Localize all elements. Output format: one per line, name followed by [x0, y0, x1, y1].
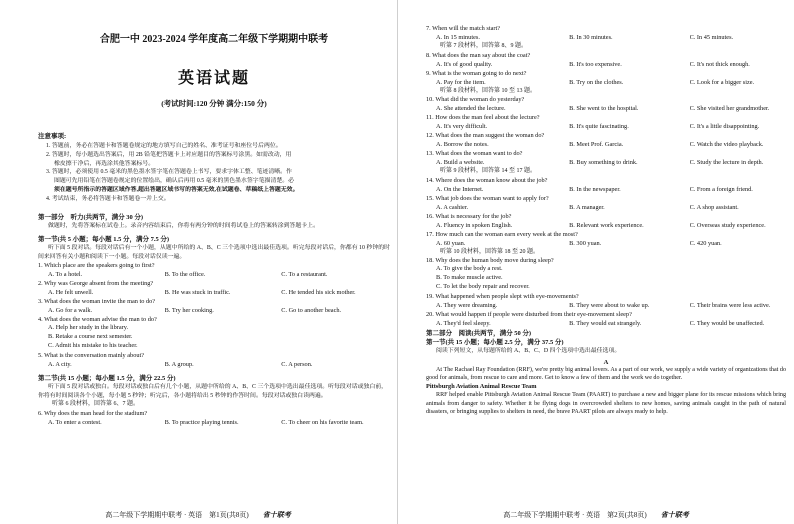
option-b: B. Try her cooking. [164, 307, 214, 315]
question-text: 9. What is the woman going to do next? [426, 69, 527, 77]
question-1 [38, 261, 390, 279]
option-c: C. In 45 minutes. [689, 34, 734, 41]
question-19 [426, 292, 786, 310]
option-a: A. Help her study in the library. [48, 324, 129, 332]
option-a: A. To enter a contest. [48, 418, 102, 426]
option-b: B. They were about to wake up. [569, 302, 650, 310]
question-15 [426, 194, 786, 212]
note-item: 2. 答题时，每小题选出答案后，用 2B 铅笔把答题卡上对应题目的答案标号涂黑。如需改动，用 [46, 151, 292, 158]
option-c: C. Study the lecture in depth. [689, 159, 764, 167]
part1-heading: 第一部分 听力(共两节，满分 30 分) [38, 213, 144, 221]
option-c: C. Go to another beach. [281, 307, 342, 315]
option-c: C. He tended his sick mother. [281, 289, 356, 297]
listening-hint: 听第 8 段材料，回答第 10 至 13 题。 [440, 87, 537, 94]
option-a: A. She attended the lecture. [436, 105, 506, 113]
question-12 [426, 131, 786, 149]
question-3 [38, 297, 390, 315]
question-10 [426, 95, 786, 113]
option-b: B. To practice playing tennis. [164, 418, 239, 426]
option-b: B. It's quite fascinating. [569, 123, 629, 131]
option-a: A. In 15 minutes. [436, 34, 480, 41]
question-text: 17. How much can the woman earn every week at the most? [426, 230, 578, 238]
option-b: B. They would eat strangely. [569, 320, 642, 328]
question-text: 13. What does the woman want to do? [426, 150, 523, 158]
option-b: B. 300 yuan. [569, 239, 602, 247]
option-c: C. To a restaurant. [281, 271, 328, 279]
note-item: 须在题号所指示的答题区域作答,超出答题区域书写的答案无效,在试题卷、草稿纸上答题无效。 [54, 186, 299, 193]
option-a: A. Build a website. [436, 159, 485, 167]
question-text: 8. What does the man say about the coat? [426, 51, 531, 59]
section1-intro: 听下面 5 段对话。每段对话后有一个小题，从题中所给的 A、B、C 三个选项中选出最佳选项。听完每段对话后，你都有 10 秒钟的时间来回答有关小题和阅读下一小题。每段对话仅读一遍。 [38, 245, 390, 260]
option-b: B. In 30 minutes. [569, 34, 613, 41]
option-b: B. It's too expensive. [569, 60, 622, 68]
section1-heading: 第一节(共 5 小题；每小题 1.5 分，满分 7.5 分) [38, 236, 170, 244]
footer-text: 高二年级下学期期中联考 · 英语 第1页(共8页) [105, 511, 249, 519]
notes-list [38, 142, 390, 204]
footer-text: 高二年级下学期期中联考 · 英语 第2页(共8页) [503, 511, 647, 519]
question-text: 14. Where does the woman know about the job? [426, 176, 548, 184]
passage-paragraph: RRF helped enable Pittsburgh Aviation Animal Rescue Team (PAART) to purchase a new and bigger plane for its rescue missions which bring animals from danger to safety. Whether it be flying dogs in overcrowded shelters to new homes, saving animals caught in the path of natural disasters, or bringing supplies to shelters in need, the brave PAART pilots are always ready to help. [426, 392, 786, 415]
question-text: 10. What did the woman do yesterday? [426, 96, 525, 104]
exam-subtitle: (考试时间:120 分钟 满分:150 分) [161, 99, 267, 108]
option-b: B. Relevant work experience. [569, 221, 644, 229]
question-text: 15. What job does the woman want to apply for? [426, 194, 549, 202]
question-20 [426, 310, 786, 328]
question-text: 7. When will the match start? [426, 25, 501, 32]
listening-hint: 听第 10 段材料，回答第 18 至 20 题。 [440, 248, 540, 255]
option-a: A. A cashier. [436, 203, 469, 211]
passage-subheading: Pittsburgh Aviation Animal Rescue Team [426, 382, 537, 390]
footer-stamp: 省十联考 [660, 510, 689, 519]
option-b: B. A group. [164, 361, 194, 369]
option-a: A. A city. [48, 361, 72, 369]
reading-section1-intro: 阅读下列短文，从每题所给的 A、B、C、D 四个选项中选出最佳选项。 [436, 348, 621, 355]
option-c: C. From a foreign friend. [689, 185, 753, 193]
option-a: A. Borrow the notes. [436, 141, 489, 149]
option-a: A. On the Internet. [436, 185, 484, 193]
question-text: 3. What does the woman invite the man to do? [38, 298, 156, 306]
footer-stamp: 省十联考 [262, 510, 291, 519]
option-a: A. They were dreaming. [436, 302, 498, 310]
option-a: A. 60 yuan. [436, 239, 466, 247]
option-c: C. A shop assistant. [689, 203, 739, 211]
section2-heading: 第二节(共 15 小题；每小题 1.5 分，满分 22.5 分) [38, 375, 176, 383]
part2-heading: 第二部分 阅读(共两节，满分 50 分) [426, 330, 532, 338]
note-item: 橡皮擦干净后，再选涂其他答案标号。 [54, 160, 155, 167]
page-footer [398, 510, 794, 520]
option-a: A. Go for a walk. [48, 307, 93, 315]
exam-page-2 [398, 0, 794, 524]
question-text: 16. What is necessary for the job? [426, 212, 512, 220]
option-c: C. It's a little disappointing. [689, 123, 760, 131]
exam-page-1 [0, 0, 396, 524]
question-5 [38, 351, 390, 369]
option-c: C. They would be unaffected. [689, 320, 765, 328]
option-c: C. Their brains were less active. [689, 302, 771, 310]
question-6 [38, 409, 390, 427]
passage-label: A [603, 358, 609, 366]
page-footer [0, 510, 396, 520]
question-17 [426, 230, 786, 248]
question-text: 6. Why does the man head for the stadium? [38, 409, 148, 417]
question-8 [426, 51, 786, 69]
part1-intro: 做题时，先将答案标在试卷上。录音内容结束后，你将有两分钟的时间将试卷上的答案转涂到答题卡上。 [48, 222, 319, 229]
question-16 [426, 212, 786, 230]
option-b: B. Buy something to drink. [569, 159, 638, 167]
option-a: A. Pay for the item. [436, 78, 486, 86]
notes-heading: 注意事项: [38, 133, 67, 140]
note-item: 3. 答题时，必须使用 0.5 毫米的黑色墨水签字笔在答题卷上书写，要求字体工整、笔迹清晰。作 [46, 169, 292, 176]
option-c: C. 420 yuan. [689, 239, 722, 247]
listening-hint: 听第 6 段材料，回答第 6、7 题。 [52, 401, 140, 408]
question-14 [426, 176, 786, 194]
question-text: 5. What is the conversation mainly about? [38, 352, 145, 360]
question-text: 19. What happened when people slept with eye-movements? [426, 293, 579, 301]
question-4 [38, 315, 390, 351]
option-a: A. To a hotel. [48, 271, 83, 279]
question-11 [426, 113, 786, 131]
question-9 [426, 69, 786, 87]
note-item: 1. 答题前，务必在答题卡和答题卷规定的地方填写自己的姓名、准考证号和座位号后两位。 [46, 143, 282, 149]
exam-title: 英语试题 [177, 70, 250, 87]
question-text: 1. Which place are the speakers going to first? [38, 262, 155, 270]
option-a: A. It's very difficult. [436, 123, 488, 131]
option-b: B. She went to the hospital. [569, 105, 639, 113]
question-text: 20. What would happen if people were disturbed from their eye-movement sleep? [426, 311, 632, 319]
option-b: B. To the office. [164, 271, 206, 279]
option-a: A. He felt unwell. [48, 289, 94, 297]
option-b: B. He was stuck in traffic. [164, 289, 231, 297]
reading-section1-heading: 第一节(共 15 小题；每小题 2.5 分，满分 37.5 分) [426, 339, 564, 347]
option-b: B. To make muscle active. [436, 274, 503, 282]
section2-intro: 听下面 5 段对话或独白。每段对话或独白后有几个小题，从题中所给的 A、B、C 三个选项中选出最佳选项。听每段对话或独白前，你将有时间阅读各个小题，每小题 5 秒钟；听完后，各小题将给出 5 秒钟的作答时间。每段对话或独白读两遍。 [38, 384, 388, 399]
option-b: B. In the newspaper. [569, 185, 621, 193]
option-b: B. Meet Prof. Garcia. [569, 141, 624, 149]
option-c: C. Watch the video playback. [689, 141, 764, 149]
listening-hint: 听第 7 段材料，回答第 8、9 题。 [440, 43, 528, 49]
exam-header: 合肥一中 2023-2024 学年度高二年级下学期期中联考 [99, 34, 329, 45]
option-c: C. A person. [281, 361, 313, 369]
question-text: 2. Why was George absent from the meeting? [38, 280, 154, 288]
option-b: B. A manager. [569, 203, 605, 211]
option-c: C. It's not thick enough. [689, 60, 750, 68]
question-text: 4. What does the woman advise the man to do? [38, 316, 157, 324]
option-c: C. Admit his mistake to his teacher. [48, 342, 138, 350]
option-c: C. To cheer on his favorite team. [281, 418, 364, 426]
option-c: C. Look for a bigger size. [689, 78, 755, 86]
listening-hint: 听第 9 段材料，回答第 14 至 17 题。 [440, 168, 537, 175]
option-c: C. She visited her grandmother. [689, 105, 770, 113]
question-text: 11. How does the man feel about the lecture? [426, 114, 540, 122]
question-text: 12. What does the man suggest the woman do? [426, 132, 545, 140]
question-text: 18. Why does the human body move during sleep? [426, 257, 554, 265]
option-a: A. To give the body a rest. [436, 265, 503, 273]
question-18 [426, 256, 786, 292]
question-13 [426, 149, 786, 167]
question-2 [38, 279, 390, 297]
option-a: A. They'd feel sleepy. [436, 320, 491, 328]
note-item: 4. 考试结束，务必将答题卡和答题卷一并上交。 [46, 195, 170, 202]
option-c: C. Overseas study experience. [689, 221, 766, 229]
question-7 [426, 24, 786, 42]
option-b: B. Retake a course next semester. [48, 333, 133, 341]
passage-paragraph: At The Rachael Ray Foundation (RRF), we're pretty big animal lovers. As a part of our work, we supply a wide variety of organizations that do good for animals, from rescue to care and more. Get to know a few of them and the work we do together. [426, 366, 786, 382]
option-a: A. Fluency in spoken English. [436, 221, 513, 229]
option-b: B. Try on the clothes. [569, 78, 624, 86]
option-c: C. To let the body repair and recover. [436, 283, 530, 291]
option-a: A. It's of good quality. [436, 60, 493, 68]
note-item: 图题可先用铅笔在答题卷规定的位置绘出，确认后再用 0.5 毫米的黑色墨水签字笔描清楚。必 [54, 178, 295, 185]
